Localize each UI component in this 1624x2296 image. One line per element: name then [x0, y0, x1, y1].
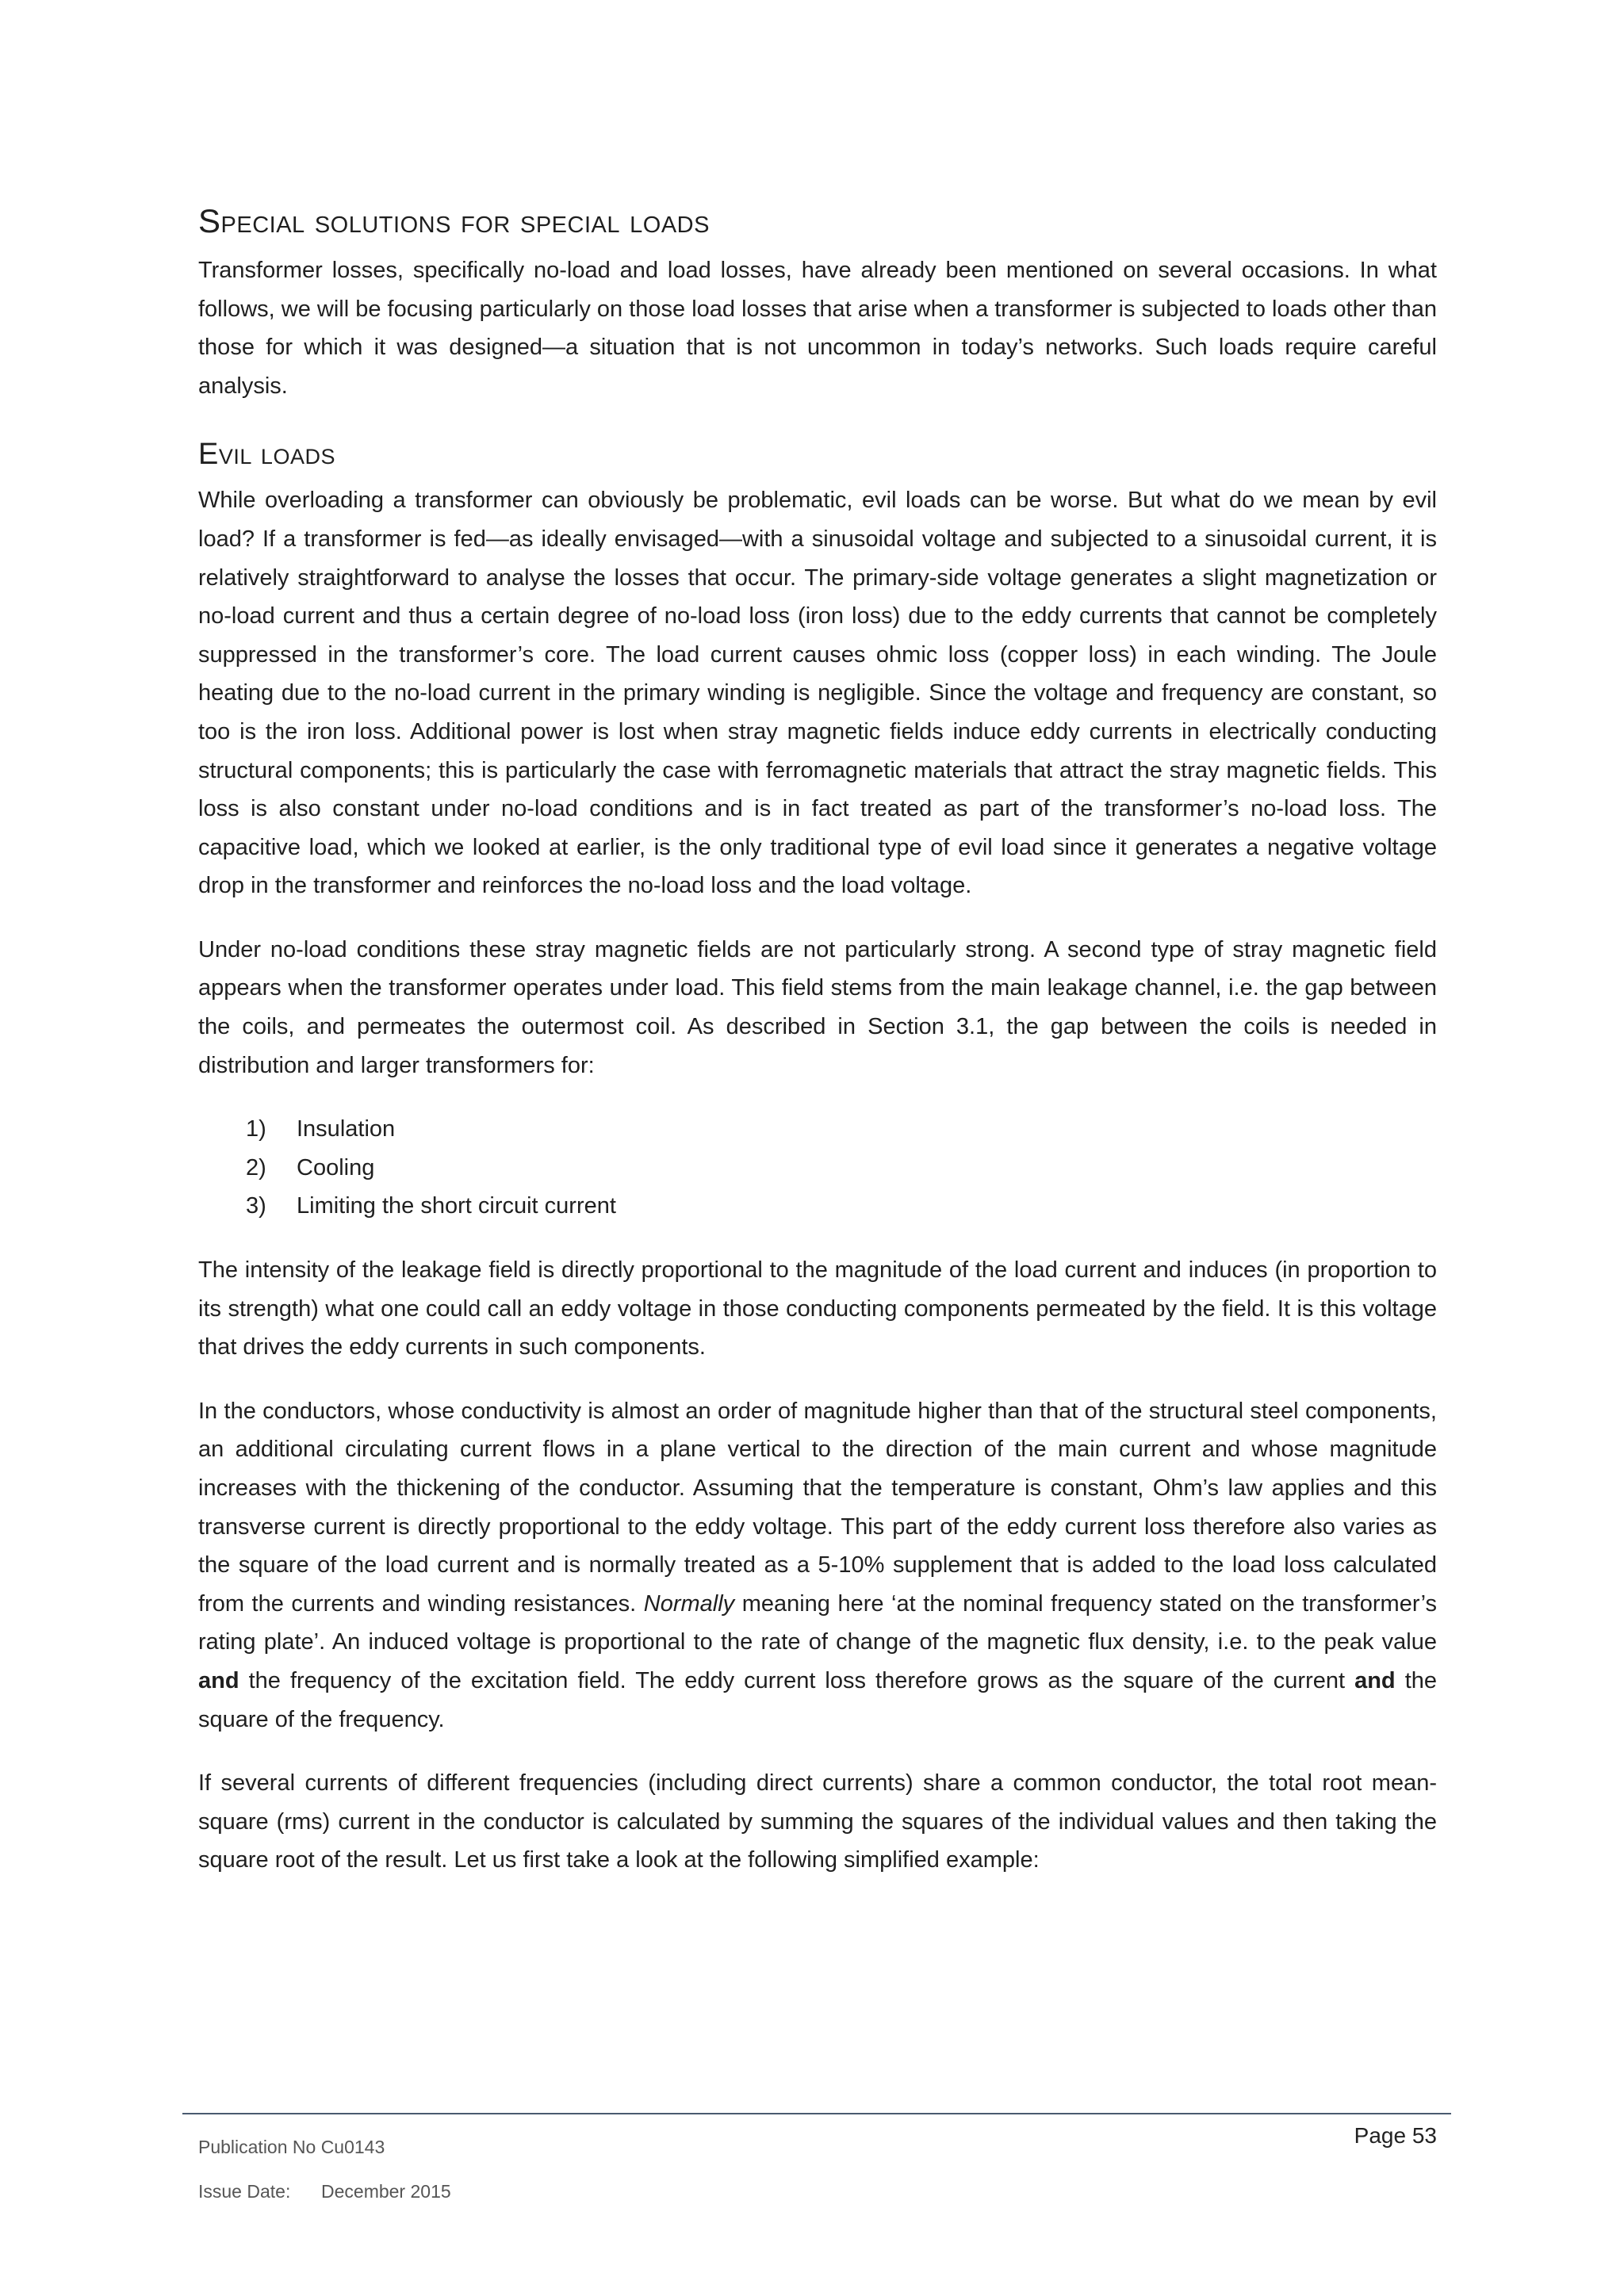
issue-date-label: Issue Date:	[198, 2181, 291, 2202]
text-run: In the conductors, whose conductivity is almost an order of magnitude higher than that of the structural steel components, an additional circulating current flows in a plane vertical to the direction of the main current and whose magnitude increases with the thickening of the conductor. Assuming that the temperature is constant, Ohm’s law applies and this transverse current is directly proportional to the eddy voltage. This part of the eddy current loss therefore also varies as the square of the load current and is normally treated as a 5-10% supplement that is added to the load loss calculated from the currents and winding resistances.	[198, 1398, 1437, 1617]
paragraph-rms-current: If several currents of different frequencies (including direct currents) share a common conductor, the total root mean-square (rms) current in the conductor is calculated by summing the squares of the individual values and then taking the square root of the result. Let us first take a look at the following simplified example:	[198, 1770, 1437, 1873]
subsection-title: Evil loads	[198, 437, 335, 471]
list-item-text: Limiting the short circuit current	[297, 1193, 616, 1219]
footer-info	[198, 2125, 451, 2214]
gap-purpose-list	[198, 1110, 1437, 1226]
paragraph-leakage-field: The intensity of the leakage field is directly proportional to the magnitude of the load current and induces (in proportion to its strength) what one could call an eddy voltage in those conducting components permeated by the field. It is this voltage that drives the eddy currents in such components.	[198, 1257, 1437, 1360]
list-item	[246, 1110, 1437, 1149]
paragraph-conductors	[198, 1392, 1437, 1739]
bold-text: and	[198, 1667, 239, 1693]
list-item-number: 3)	[246, 1193, 266, 1219]
list-item-text: Insulation	[297, 1116, 396, 1142]
intro-paragraph: Transformer losses, specifically no-load and load losses, have already been mentioned on several occasions. In what follows, we will be focusing particularly on those load losses that arise when a transformer is subjected to loads other than those for which it was designed—a situation that is not uncommon in today’s networks. Such loads require careful analysis.	[198, 258, 1437, 400]
page-number: Page 53	[1354, 2123, 1437, 2148]
publication-number: Publication No Cu0143	[198, 2137, 385, 2157]
list-item-number: 2)	[246, 1154, 266, 1181]
footer-divider	[182, 2113, 1451, 2114]
text-run: the square of the frequency.	[198, 1667, 1438, 1732]
paragraph-evil-loads: While overloading a transformer can obviously be problematic, evil loads can be worse. But what do we mean by evil load? If a transformer is fed—as ideally envisaged—with a sinusoidal voltage and subjected to a sinusoidal current, it is relatively straightforward to analyse the losses that occur. The primary-side voltage generates a slight magnetization or no-load current and thus a certain degree of no-load loss (iron loss) due to the eddy currents that cannot be completely suppressed in the transformer’s core. The load current causes ohmic loss (copper loss) in each winding. The Joule heating due to the no-load current in the primary winding is negligible. Since the voltage and frequency are constant, so too is the iron loss. Additional power is lost when stray magnetic fields induce eddy currents in electrically conducting structural components; this is particularly the case with ferromagnetic materials that attract the stray magnetic fields. This loss is also constant under no-load conditions and is in fact treated as part of the transformer’s no-load loss. The capacitive load, which we looked at earlier, is the only traditional type of evil load since it generates a negative voltage drop in the transformer and reinforces the no-load loss and the load voltage.	[198, 488, 1437, 899]
list-item	[246, 1187, 1437, 1226]
list-item-text: Cooling	[297, 1154, 375, 1181]
text-run: the frequency of the excitation field. The eddy current loss therefore grows as the square of the current	[239, 1667, 1355, 1693]
list-item-number: 1)	[246, 1116, 266, 1142]
emphasis-text: Normally	[643, 1590, 735, 1617]
document-body	[198, 202, 1437, 1905]
issue-date-value: December 2015	[321, 2181, 451, 2202]
issue-date-row	[198, 2169, 451, 2214]
list-item	[246, 1149, 1437, 1188]
bold-text: and	[1354, 1667, 1396, 1693]
paragraph-stray-fields: Under no-load conditions these stray magnetic fields are not particularly strong. A second type of stray magnetic field appears when the transformer operates under load. This field stems from the main leakage channel, i.e. the gap between the coils, and permeates the outermost coil. As described in Section 3.1, the gap between the coils is needed in distribution and larger transformers for:	[198, 936, 1437, 1078]
text-run: meaning here ‘at the nominal frequency stated on the transformer’s rating plate’. An induced voltage is proportional to the rate of change of the magnetic flux density, i.e. to the peak value	[198, 1590, 1437, 1655]
section-title: Special solutions for special loads	[198, 202, 710, 239]
